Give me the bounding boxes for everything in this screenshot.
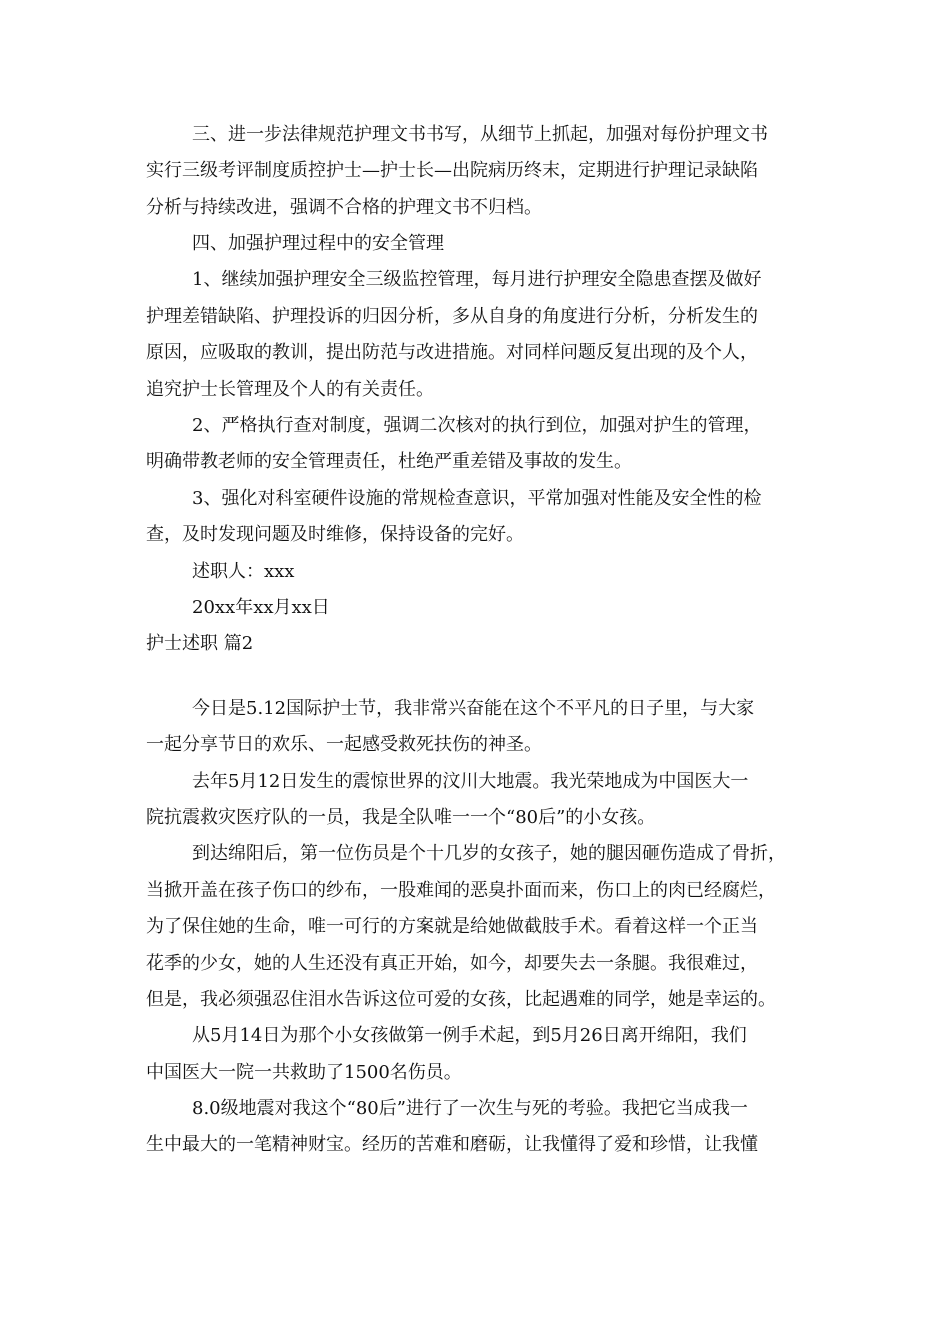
paragraph-line: 原因，应吸取的教训，提出防范与改进措施。对同样问题反复出现的及个人， [146,342,758,363]
paragraph-line: 但是，我必须强忍住泪水告诉这位可爱的女孩，比起遇难的同学，她是幸运的。 [146,989,776,1010]
paragraph-line: 分析与持续改进，强调不合格的护理文书不归档。 [146,197,542,218]
paragraph-line: 到达绵阳后，第一位伤员是个十几岁的女孩子，她的腿因砸伤造成了骨折， [192,843,786,864]
paragraph-line: 明确带教老师的安全管理责任，杜绝严重差错及事故的发生。 [146,451,632,472]
paragraph-line: 花季的少女，她的人生还没有真正开始，如今，却要失去一条腿。我很难过， [146,953,758,974]
signature-name: 述职人：xxx [192,561,295,582]
paragraph-line: 一起分享节日的欢乐、一起感受救死扶伤的神圣。 [146,734,542,755]
paragraph-line: 8.0级地震对我这个“80后”进行了一次生与死的考验。我把它当成我一 [192,1098,748,1119]
signature-date: 20xx年xx月xx日 [192,597,330,618]
paragraph-line: 为了保住她的生命，唯一可行的方案就是给她做截肢手术。看着这样一个正当 [146,916,758,937]
section-heading: 四、加强护理过程中的安全管理 [192,233,444,254]
paragraph-line: 院抗震救灾医疗队的一员，我是全队唯一一个“80后”的小女孩。 [146,807,656,828]
paragraph-line: 查，及时发现问题及时维修，保持设备的完好。 [146,524,524,545]
paragraph-line: 三、进一步法律规范护理文书书写，从细节上抓起，加强对每份护理文书 [192,124,768,145]
paragraph-line: 1、继续加强护理安全三级监控管理，每月进行护理安全隐患查摆及做好 [192,269,762,290]
paragraph-line: 护理差错缺陷、护理投诉的归因分析，多从自身的角度进行分析，分析发生的 [146,306,758,327]
paragraph-line: 从5月14日为那个小女孩做第一例手术起，到5月26日离开绵阳，我们 [192,1025,747,1046]
paragraph-line: 当掀开盖在孩子伤口的纱布，一股难闻的恶臭扑面而来，伤口上的肉已经腐烂， [146,880,776,901]
paragraph-line: 实行三级考评制度质控护士—护士长—出院病历终末，定期进行护理记录缺陷 [146,160,758,181]
paragraph-line: 去年5月12日发生的震惊世界的汶川大地震。我光荣地成为中国医大一 [192,771,749,792]
paragraph-line: 追究护士长管理及个人的有关责任。 [146,379,434,400]
section-title: 护士述职 篇2 [146,633,254,654]
paragraph-line: 中国医大一院一共救助了1500名伤员。 [146,1062,462,1083]
paragraph-line: 3、强化对科室硬件设施的常规检查意识，平常加强对性能及安全性的检 [192,488,762,509]
paragraph-line: 2、严格执行查对制度，强调二次核对的执行到位，加强对护生的管理， [192,415,762,436]
paragraph-line: 今日是5.12国际护士节，我非常兴奋能在这个不平凡的日子里，与大家 [192,698,755,719]
paragraph-line: 生中最大的一笔精神财宝。经历的苦难和磨砺，让我懂得了爱和珍惜，让我懂 [146,1134,758,1155]
